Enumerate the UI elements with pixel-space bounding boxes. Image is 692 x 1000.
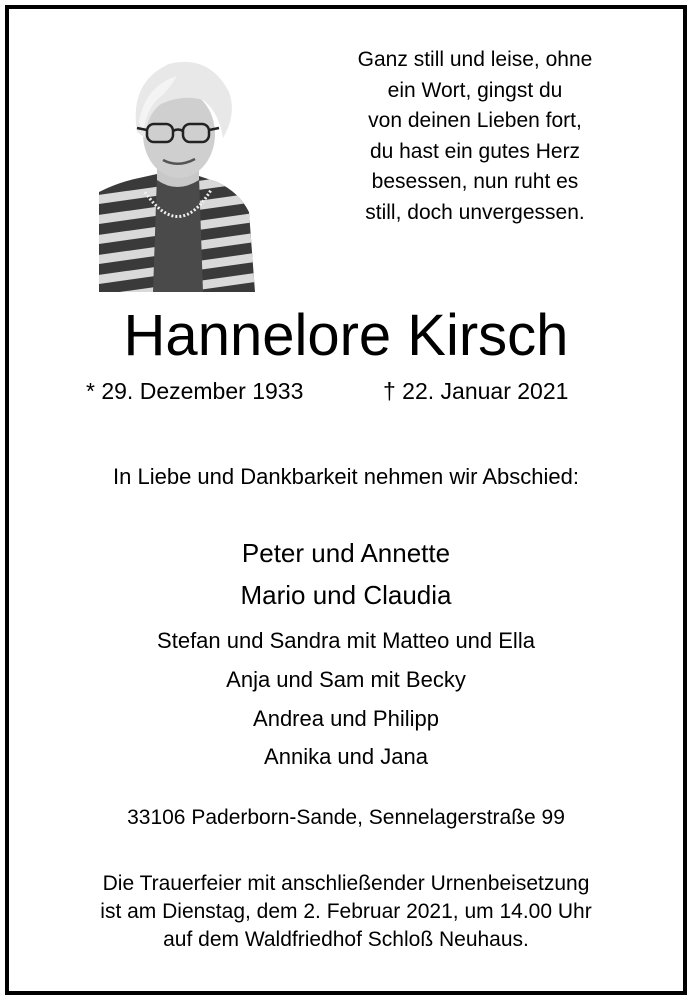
poem-line: von deinen Lieben fort,	[368, 109, 582, 132]
family-member-line: Mario und Claudia	[240, 580, 452, 610]
grandchildren-line: Anja und Sam mit Becky	[226, 667, 466, 692]
family-member-line: Peter und Annette	[241, 538, 451, 568]
poem-line: ein Wort, gingst du	[387, 78, 563, 102]
deceased-name: Hannelore Kirsch	[123, 303, 569, 368]
grandchildren-line: Stefan und Sandra mit Matteo und Ella	[157, 628, 535, 653]
grandchildren-line: Andrea und Philipp	[253, 706, 439, 731]
memorial-poem	[310, 45, 640, 228]
service-line: Die Trauerfeier mit anschließender Urnenbeisetzung	[102, 872, 590, 895]
poem-line: du hast ein gutes Herz	[369, 139, 581, 163]
service-line: ist am Dienstag, dem 2. Februar 2021, um 14.00 Uhr	[100, 900, 592, 923]
portrait-photo	[99, 42, 255, 292]
poem-line: still, doch unvergessen.	[365, 200, 585, 224]
farewell-text: In Liebe und Dankbarkeit nehmen wir Abschied:	[113, 464, 579, 489]
death-date: † 22. Januar 2021	[383, 378, 569, 404]
poem-line: besessen, nun ruht es	[371, 170, 579, 193]
service-line: auf dem Waldfriedhof Schloß Neuhaus.	[163, 928, 529, 951]
grandchildren-line: Annika und Jana	[264, 744, 428, 769]
birth-date: * 29. Dezember 1933	[86, 378, 304, 404]
poem-line: Ganz still und leise, ohne	[357, 48, 593, 71]
family-address: 33106 Paderborn-Sande, Sennelagerstraße 99	[127, 806, 565, 829]
